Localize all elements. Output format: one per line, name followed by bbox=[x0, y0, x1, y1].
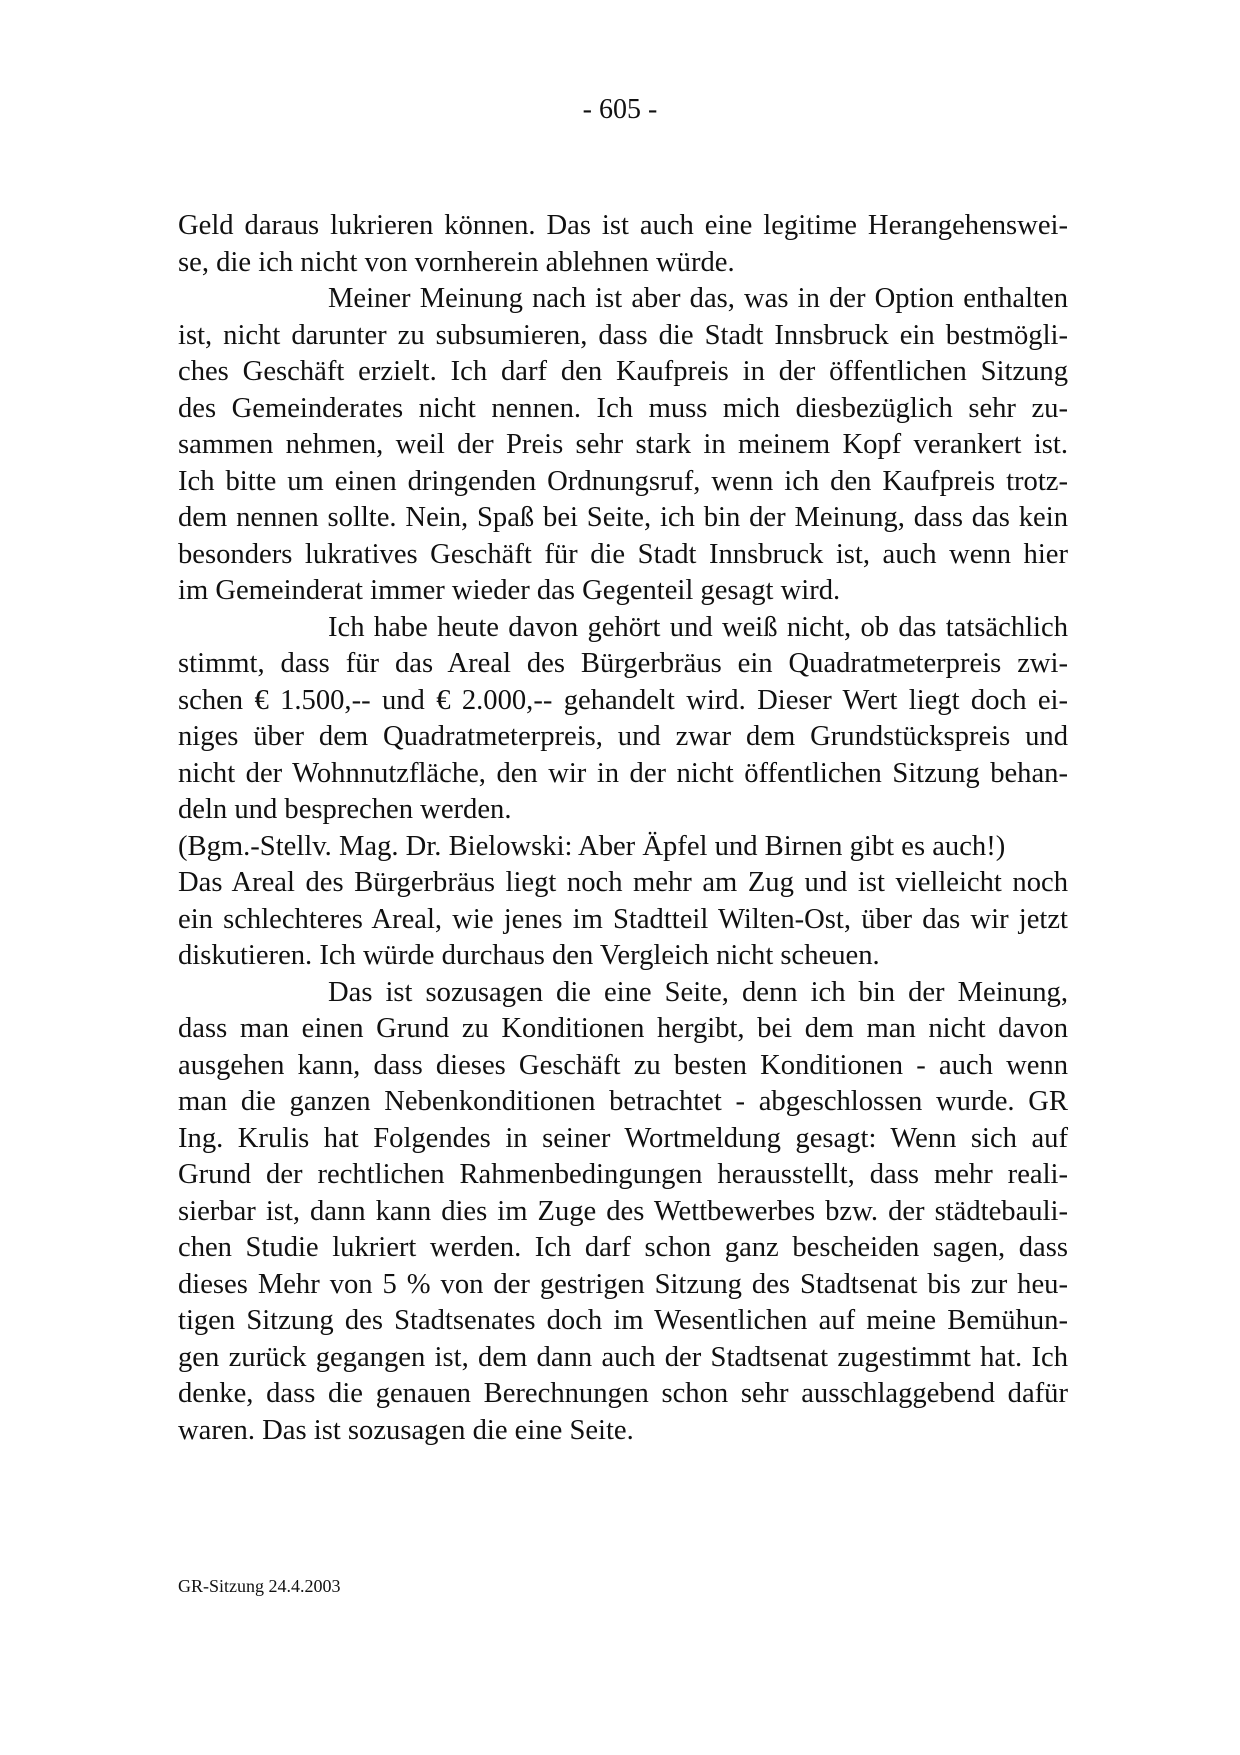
text-line: man die ganzen Nebenkonditionen betrachtet - abgeschlossen wurde. GR bbox=[178, 1086, 1068, 1117]
text-line: Ich bitte um einen dringenden Ordnungsruf, wenn ich den Kaufpreis trotz- bbox=[178, 465, 1068, 497]
document-body bbox=[178, 208, 1068, 1449]
text-line: ist, nicht darunter zu subsumieren, dass die Stadt Innsbruck ein bestmögli- bbox=[178, 319, 1068, 351]
text-line: dieses Mehr von 5 % von der gestrigen Sitzung des Stadtsenat bis zur heu- bbox=[178, 1268, 1068, 1300]
text-line: Das ist sozusagen die eine Seite, denn ich bin der Meinung, bbox=[328, 976, 1068, 1008]
text-line: ein schlechteres Areal, wie jenes im Stadtteil Wilten-Ost, über das wir jetzt bbox=[178, 903, 1068, 935]
text-line: ches Geschäft erzielt. Ich darf den Kaufpreis in der öffentlichen Sitzung bbox=[178, 356, 1068, 387]
text-line: des Gemeinderates nicht nennen. Ich muss mich diesbezüglich sehr zu- bbox=[178, 392, 1068, 424]
text-line: Ing. Krulis hat Folgendes in seiner Wortmeldung gesagt: Wenn sich auf bbox=[178, 1122, 1068, 1154]
text-line: Ich habe heute davon gehört und weiß nicht, ob das tatsächlich bbox=[328, 611, 1068, 643]
text-line: waren. Das ist sozusagen die eine Seite. bbox=[178, 1414, 634, 1446]
text-line: tigen Sitzung des Stadtsenates doch im Wesentlichen auf meine Bemühun- bbox=[178, 1305, 1068, 1336]
text-line: sammen nehmen, weil der Preis sehr stark in meinem Kopf verankert ist. bbox=[178, 429, 1068, 460]
text-line: besonders lukratives Geschäft für die Stadt Innsbruck ist, auch wenn hier bbox=[178, 538, 1068, 570]
text-line: Grund der rechtlichen Rahmenbedingungen herausstellt, dass mehr reali- bbox=[178, 1159, 1068, 1190]
footer-session-date: GR-Sitzung 24.4.2003 bbox=[178, 1576, 341, 1596]
text-line: gen zurück gegangen ist, dem dann auch der Stadtsenat zugestimmt hat. Ich bbox=[178, 1341, 1068, 1373]
text-line: schen € 1.500,-- und € 2.000,-- gehandelt wird. Dieser Wert liegt doch ei- bbox=[178, 684, 1068, 716]
text-line: Das Areal des Bürgerbräus liegt noch mehr am Zug und ist vielleicht noch bbox=[178, 867, 1068, 898]
text-line: nicht der Wohnnutzfläche, den wir in der nicht öffentlichen Sitzung behan- bbox=[178, 757, 1068, 789]
text-line: ausgehen kann, dass dieses Geschäft zu besten Konditionen - auch wenn bbox=[178, 1049, 1068, 1081]
text-line: chen Studie lukriert werden. Ich darf schon ganz bescheiden sagen, dass bbox=[178, 1232, 1068, 1263]
text-line: dem nennen sollte. Nein, Spaß bei Seite, ich bin der Meinung, dass das kein bbox=[178, 502, 1068, 533]
text-line: sierbar ist, dann kann dies im Zuge des Wettbewerbes bzw. der städtebauli- bbox=[178, 1195, 1068, 1227]
text-line: diskutieren. Ich würde durchaus den Vergleich nicht scheuen. bbox=[178, 940, 880, 971]
text-line: denke, dass die genauen Berechnungen schon sehr ausschlaggebend dafür bbox=[178, 1378, 1068, 1409]
text-line: Geld daraus lukrieren können. Das ist auch eine legitime Herangehenswei- bbox=[178, 210, 1068, 241]
text-line: Meiner Meinung nach ist aber das, was in der Option enthalten bbox=[328, 283, 1068, 314]
text-line: niges über dem Quadratmeterpreis, und zwar dem Grundstückspreis und bbox=[178, 721, 1068, 752]
text-line: stimmt, dass für das Areal des Bürgerbräus ein Quadratmeterpreis zwi- bbox=[178, 648, 1068, 679]
page-number: - 605 - bbox=[582, 94, 658, 125]
text-line: dass man einen Grund zu Konditionen hergibt, bei dem man nicht davon bbox=[178, 1013, 1068, 1044]
text-line: se, die ich nicht von vornherein ablehnen würde. bbox=[178, 246, 735, 278]
text-line: im Gemeinderat immer wieder das Gegenteil gesagt wird. bbox=[178, 575, 841, 606]
text-line: deln und besprechen werden. bbox=[178, 794, 512, 825]
text-line: (Bgm.-Stellv. Mag. Dr. Bielowski: Aber Äpfel und Birnen gibt es auch!) bbox=[178, 830, 1006, 862]
